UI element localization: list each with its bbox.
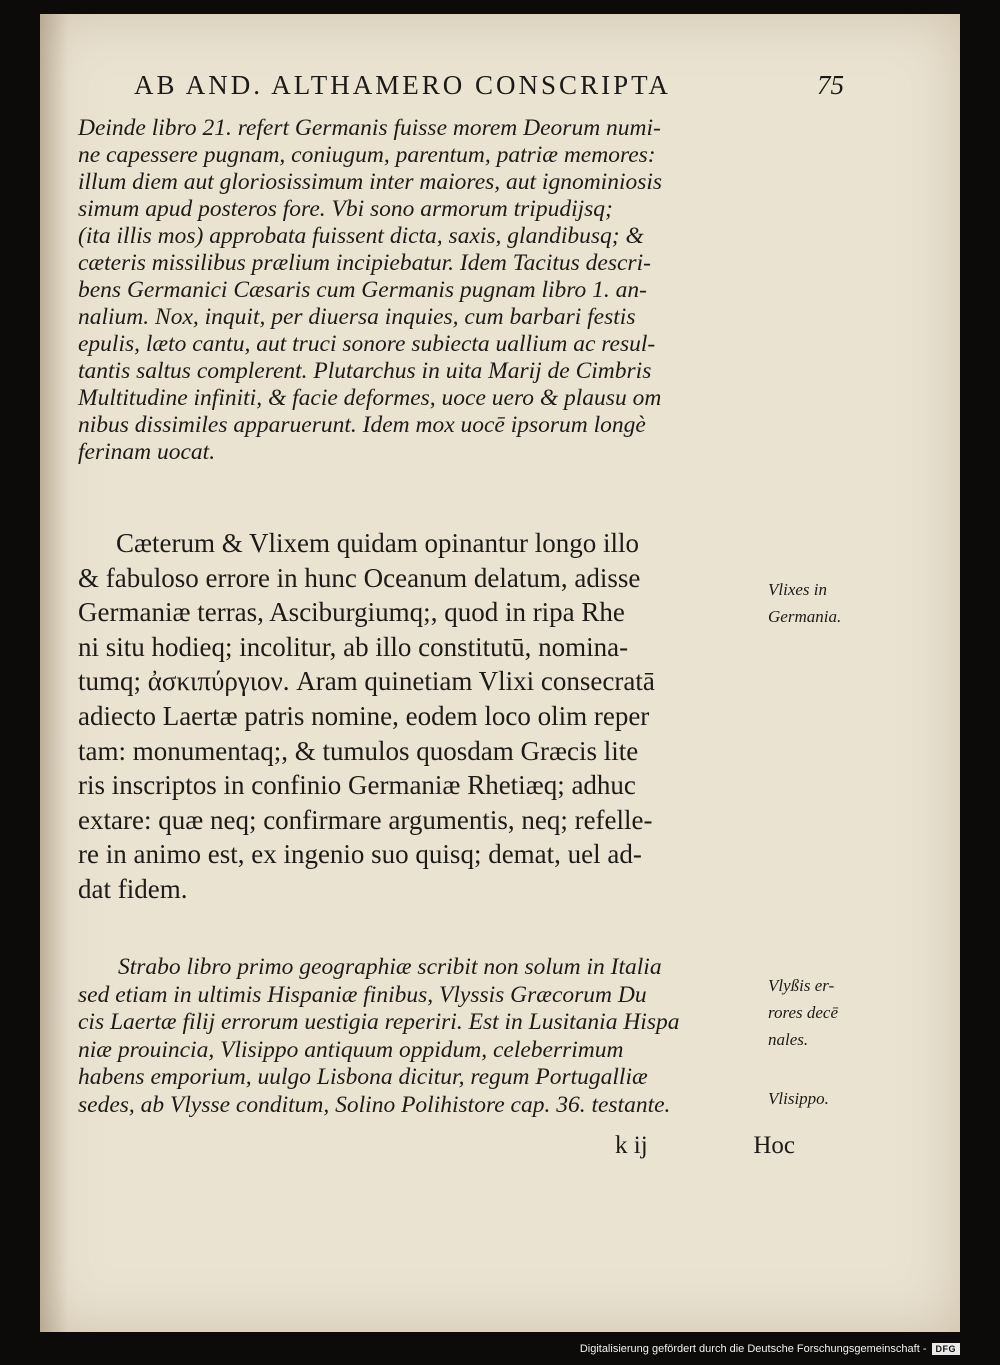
text-line: tantis saltus complerent. Plutarchus in uita Marij de Cimbris: [78, 358, 652, 384]
margin-note-line: Vlyßis er-: [768, 976, 835, 995]
margin-note-line: Vlisippo.: [768, 1089, 829, 1108]
text-line: sedes, ab Vlysse conditum, Solino Polihistore cap. 36. testante.: [78, 1091, 671, 1118]
text-line: cæteris missilibus prælium incipiebatur. Idem Tacitus descri-: [78, 250, 651, 276]
margin-note-line: nales.: [768, 1030, 809, 1049]
text-line: habens emporium, uulgo Lisbona dicitur, regum Portugalliæ: [78, 1064, 648, 1090]
text-line: ne capessere pugnam, coniugum, parentum, patriæ memores:: [78, 142, 656, 168]
text-line: & fabuloso errore in hunc Oceanum delatum, adisse: [78, 562, 641, 593]
text-line: illum diem aut gloriosissimum inter maiores, aut ignominiosis: [78, 169, 663, 195]
page-header: [134, 70, 844, 104]
margin-note-line: Vlixes in: [768, 580, 828, 599]
text-line: ris inscriptos in confinio Germaniæ Rhetiæq; adhuc: [78, 770, 636, 801]
text-line: sed etiam in ultimis Hispaniæ finibus, Vlyssis Græcorum Du: [78, 981, 647, 1008]
paragraph-1: [78, 115, 788, 466]
text-line: niæ prouincia, Vlisippo antiquum oppidum, celeberrimum: [78, 1036, 624, 1063]
text-line: re in animo est, ex ingenio suo quisq; demat, uel ad-: [78, 839, 642, 870]
dfg-logo: DFG: [932, 1343, 961, 1355]
text-line: simum apud posteros fore. Vbi sono armorum tripudijsq;: [78, 196, 613, 222]
text-line: Cæterum & Vlixem quidam opinantur longo illo: [116, 528, 639, 558]
text-line: Strabo libro primo geographiæ scribit non solum in Italia: [118, 954, 662, 980]
text-line: Deinde libro 21. refert Germanis fuisse morem Deorum numi-: [78, 115, 661, 141]
margin-note-vlisippo: [768, 1058, 878, 1112]
text-line: tam: monumentaq;, & tumulos quosdam Græcis lite: [78, 735, 639, 766]
paragraph-3: [78, 954, 788, 1119]
text-line: epulis, læto cantu, aut truci sonore subiecta uallium ac resul-: [78, 331, 656, 357]
text-line: nibus dissimiles apparuerunt. Idem mox uocē ipsorum longè: [78, 412, 646, 438]
text-line: Multitudine infiniti, & facie deformes, uoce uero & plausu om: [78, 385, 662, 411]
margin-note-errores: [768, 972, 878, 1053]
text-line: nalium. Nox, inquit, per diuersa inquies, cum barbari festis: [78, 304, 636, 330]
running-head: AB AND. ALTHAMERO CONSCRIPTA: [134, 70, 671, 100]
text-line: tumq; ἀσκιπύργιον. Aram quinetiam Vlixi consecratā: [78, 666, 655, 697]
text-line: (ita illis mos) approbata fuissent dicta, saxis, glandibusq; &: [78, 223, 644, 249]
funding-notice: Digitalisierung gefördert durch die Deutsche Forschungsgemeinschaft -: [579, 1343, 927, 1355]
book-page: [40, 14, 960, 1332]
text-line: adiecto Laertæ patris nomine, eodem loco olim reper: [78, 700, 650, 731]
text-line: dat fidem.: [78, 873, 188, 904]
margin-note-line: rores decē: [768, 1003, 839, 1022]
text-line: ferinam uocat.: [78, 439, 216, 465]
text-line: cis Laertæ filij errorum uestigia reperiri. Est in Lusitania Hispa: [78, 1009, 680, 1035]
text-line: extare: quæ neq; confirmare argumentis, neq; refelle-: [78, 804, 653, 835]
page-number: 75: [817, 70, 844, 100]
page-footer-marks: [615, 1132, 795, 1168]
text-line: bens Germanici Cæsaris cum Germanis pugnam libro 1. an-: [78, 277, 647, 303]
paragraph-2: [78, 526, 788, 907]
margin-note-line: Germania.: [768, 607, 842, 626]
signature-mark: k ij: [615, 1132, 648, 1159]
margin-note-vlixes: [768, 576, 878, 630]
text-line: Germaniæ terras, Asciburgiumq;, quod in ripa Rhe: [78, 597, 625, 628]
digitization-footer: [580, 1343, 960, 1355]
catchword: Hoc: [753, 1132, 795, 1159]
text-line: ni situ hodieq; incolitur, ab illo constitutū, nomina-: [78, 631, 629, 662]
